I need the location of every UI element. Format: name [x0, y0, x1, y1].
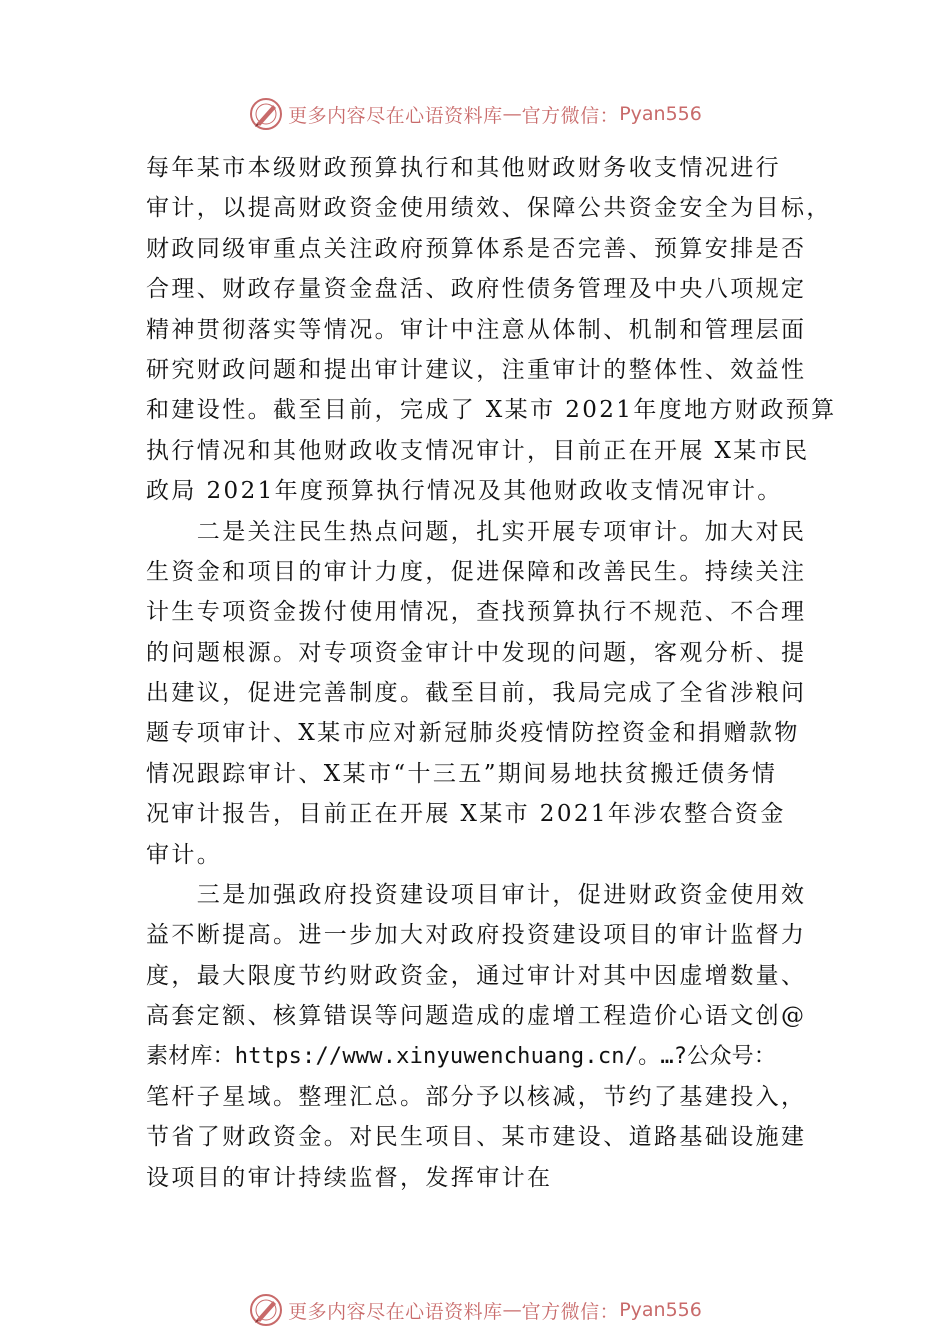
text-line: 每年某市本级财政预算执行和其他财政财务收支情况进行: [146, 155, 781, 181]
text-line: 高套定额、核算错误等问题造成的虚增工程造价心语文创@: [146, 1003, 807, 1030]
text-line: 审计。: [146, 841, 223, 868]
banner-contact: Pyan556: [619, 103, 702, 125]
text-line: 笔杆子星域。整理汇总。部分予以核减，节约了基建投入，: [146, 1083, 807, 1110]
banner-title: 更多内容尽在心语资料库: [288, 104, 503, 127]
text-line: 精神贯彻落实等情况。审计中注意从体制、机制和管理层面: [146, 316, 807, 343]
text-line: 研究财政问题和提出审计建议，注重审计的整体性、效益性: [146, 356, 807, 383]
text-line: 生资金和项目的审计力度，促进保障和改善民生。持续关注: [146, 558, 807, 585]
text-line: 节省了财政资金。对民生项目、某市建设、道路基础设施建: [146, 1124, 807, 1151]
banner-contact: Pyan556: [619, 1299, 702, 1321]
text-line: 合理、财政存量资金盘活、政府性债务管理及中央八项规定: [146, 276, 807, 303]
text-line: 三是加强政府投资建设项目审计，促进财政资金使用效: [146, 882, 807, 909]
pen-logo-icon: [248, 1292, 284, 1328]
text-line: 审计，以提高财政资金使用绩效、保障公共资金安全为目标，: [146, 195, 832, 222]
text-line: 设项目的审计持续监督，发挥审计在: [146, 1164, 553, 1191]
text-line: 财政同级审重点关注政府预算体系是否完善、预算安排是否: [146, 235, 807, 262]
banner-label: 官方微信：: [521, 1300, 620, 1323]
text-line: 出建议，促进完善制度。截至目前，我局完成了全省涉粮问: [146, 680, 807, 707]
text-line: 政局 2021年度预算执行情况及其他财政收支情况审计。: [146, 478, 783, 505]
text-line: 执行情况和其他财政收支情况审计，目前正在开展 X某市民: [146, 437, 810, 464]
text-line: 益不断提高。进一步加大对政府投资建设项目的审计监督力: [146, 922, 807, 949]
text-line: 况审计报告，目前正在开展 X某市 2021年涉农整合资金: [146, 801, 786, 828]
text-line: 素材库：https://www.xinyuwenchuang.cn/。…?公众号：: [146, 1043, 777, 1069]
banner-title: 更多内容尽在心语资料库: [288, 1300, 503, 1323]
document-body: [146, 148, 837, 1198]
text-line: 和建设性。截至目前，完成了 X某市 2021年度地方财政预算: [146, 397, 837, 424]
text-line: 二是关注民生热点问题，扎实开展专项审计。加大对民: [146, 518, 807, 545]
header-banner: [0, 94, 950, 134]
text-line: 情况跟踪审计、X某市“十三五”期间易地扶贫搬迁债务情: [146, 760, 778, 787]
banner-separator: —: [502, 1299, 522, 1321]
banner-label: 官方微信：: [521, 104, 620, 127]
banner-separator: —: [502, 103, 522, 125]
footer-banner: [0, 1290, 950, 1330]
text-line: 的问题根源。对专项资金审计中发现的问题，客观分析、提: [146, 639, 807, 666]
text-line: 题专项审计、X某市应对新冠肺炎疫情防控资金和捐赠款物: [146, 720, 800, 747]
text-line: 计生专项资金拨付使用情况，查找预算执行不规范、不合理: [146, 599, 807, 626]
pen-logo-icon: [248, 96, 284, 132]
text-line: 度，最大限度节约财政资金，通过审计对其中因虚增数量、: [146, 962, 807, 989]
